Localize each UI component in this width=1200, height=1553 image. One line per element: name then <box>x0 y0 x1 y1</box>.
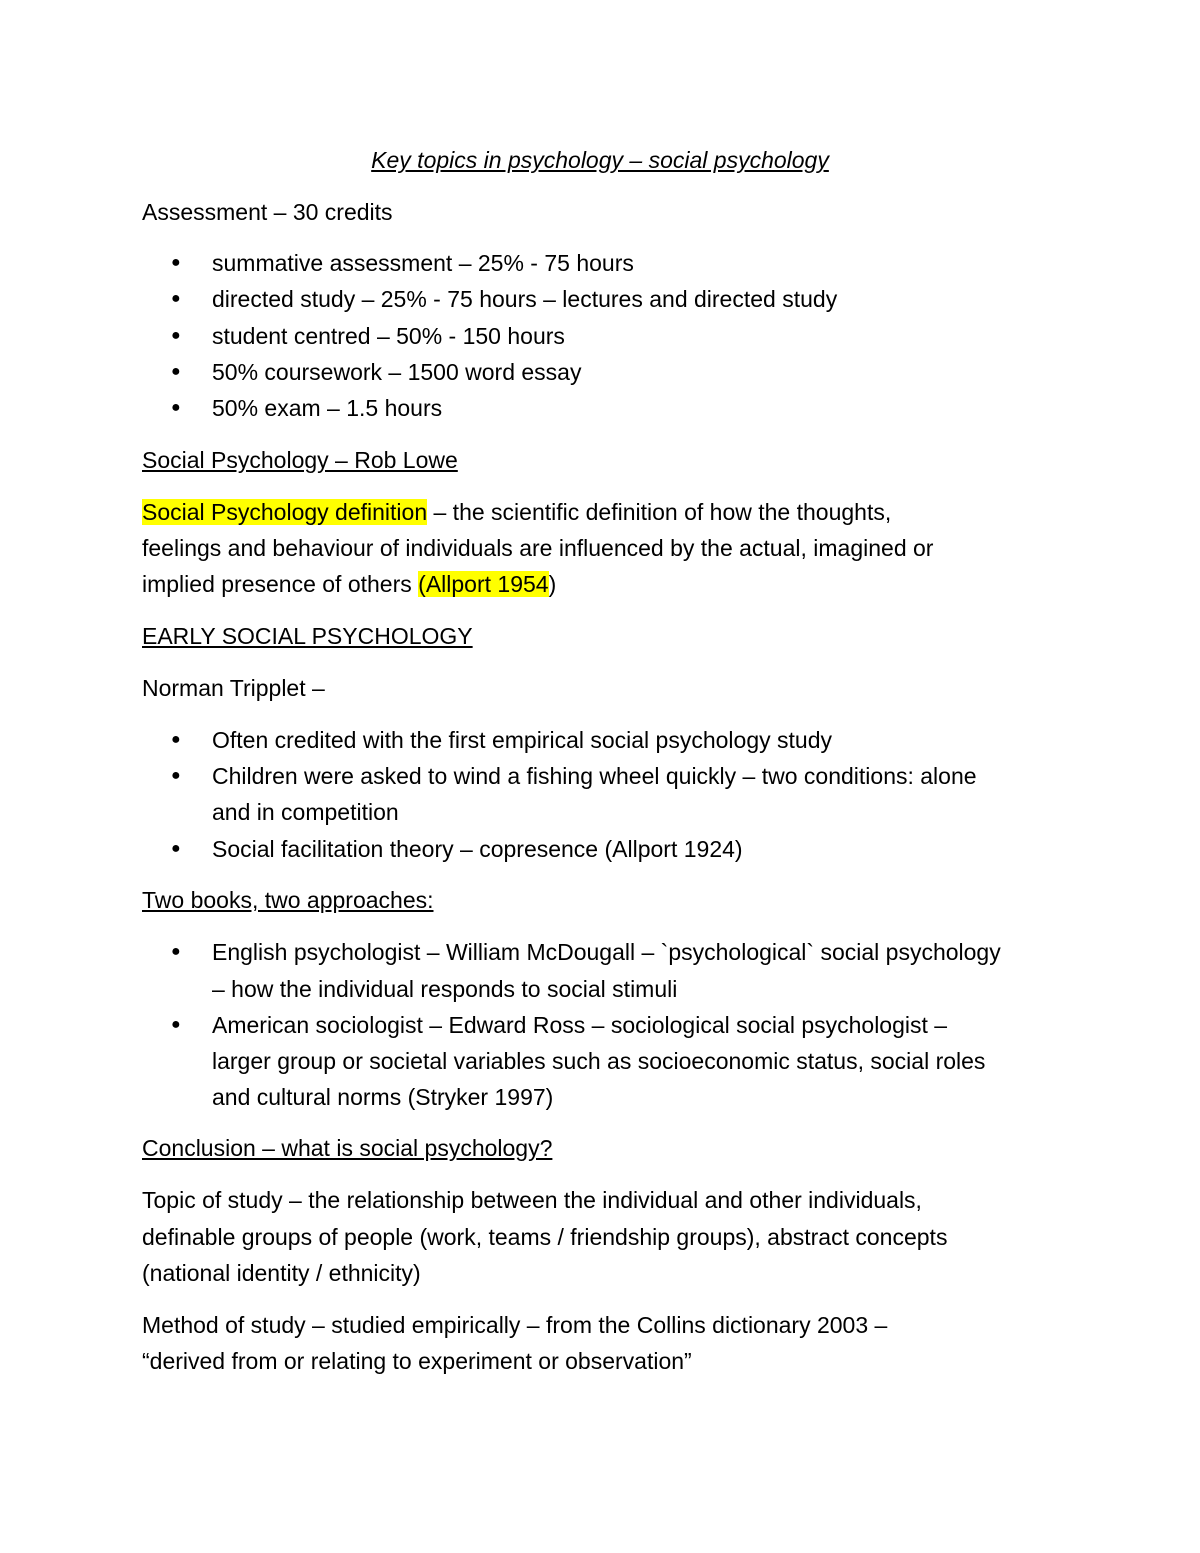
two-books-heading: Two books, two approaches: <box>142 887 434 913</box>
bullet-icon: ● <box>171 840 181 857</box>
assessment-item: summative assessment – 25% - 75 hours <box>212 250 634 276</box>
definition-line-2: feelings and behaviour of individuals are influenced by the actual, imagined or <box>142 535 934 561</box>
topic-line: Topic of study – the relationship between the individual and other individuals, <box>142 1187 922 1213</box>
method-line: “derived from or relating to experiment or observation” <box>142 1348 692 1374</box>
early-item: Children were asked to wind a fishing wheel quickly – two conditions: alone <box>212 763 977 789</box>
bullet-icon: ● <box>171 254 181 271</box>
definition-line-1 <box>142 498 891 526</box>
bullet-icon: ● <box>171 731 181 748</box>
assessment-item: directed study – 25% - 75 hours – lectures and directed study <box>212 286 838 312</box>
citation-close: ) <box>548 571 557 597</box>
early-social-psychology-heading: EARLY SOCIAL PSYCHOLOGY <box>142 623 473 649</box>
bullet-icon: ● <box>171 290 181 307</box>
method-line: Method of study – studied empirically – from the Collins dictionary 2003 – <box>142 1312 888 1338</box>
bullet-icon: ● <box>171 1016 181 1033</box>
document-title: Key topics in psychology – social psychology <box>371 147 829 173</box>
bullet-icon: ● <box>171 943 181 960</box>
social-psychology-heading: Social Psychology – Rob Lowe <box>142 447 458 473</box>
assessment-item: 50% exam – 1.5 hours <box>212 395 443 421</box>
early-item: Social facilitation theory – copresence (Allport 1924) <box>212 836 743 862</box>
early-item-continuation: and in competition <box>212 799 399 825</box>
topic-line: definable groups of people (work, teams / friendship groups), abstract concepts <box>142 1224 948 1250</box>
early-item: Often credited with the first empirical social psychology study <box>212 727 832 753</box>
definition-text: – the scientific definition of how the thoughts, <box>427 499 892 525</box>
bullet-icon: ● <box>171 327 181 344</box>
books-item: English psychologist – William McDougall – `psychological` social psychology <box>212 939 1001 965</box>
citation-highlight: (Allport 1954 <box>418 571 549 597</box>
conclusion-heading: Conclusion – what is social psychology? <box>142 1135 553 1161</box>
bullet-icon: ● <box>171 399 181 416</box>
assessment-heading: Assessment – 30 credits <box>142 199 393 225</box>
books-item-continuation: and cultural norms (Stryker 1997) <box>212 1084 554 1110</box>
definition-text: implied presence of others <box>142 571 419 597</box>
definition-term-highlight: Social Psychology definition <box>142 499 428 525</box>
bullet-icon: ● <box>171 767 181 784</box>
books-item: American sociologist – Edward Ross – sociological social psychologist – <box>212 1012 948 1038</box>
definition-line-3 <box>142 570 556 598</box>
topic-line: (national identity / ethnicity) <box>142 1260 421 1286</box>
assessment-item: 50% coursework – 1500 word essay <box>212 359 582 385</box>
norman-tripplet-subheading: Norman Tripplet – <box>142 675 325 701</box>
books-item-continuation: – how the individual responds to social stimuli <box>212 976 678 1002</box>
bullet-icon: ● <box>171 363 181 380</box>
books-item-continuation: larger group or societal variables such as socioeconomic status, social roles <box>212 1048 986 1074</box>
assessment-item: student centred – 50% - 150 hours <box>212 323 565 349</box>
